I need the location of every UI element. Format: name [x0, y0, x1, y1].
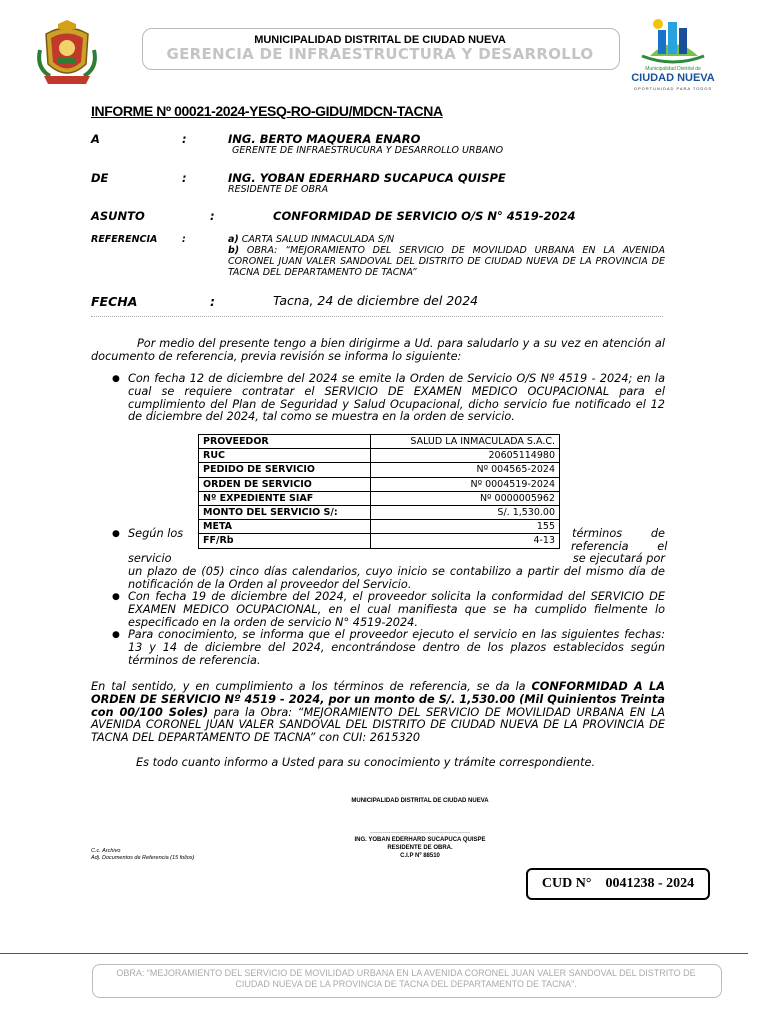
bullet-3: Con fecha 19 de diciembre del 2024, el proveedor solicita la conformidad del SERVICIO DE EXAMEN MEDICO OCUPACIONAL, en el cual manifiesta que se ha cumplido fielmente lo especificado en la orden de servicio N° 4519-2024. — [128, 590, 665, 629]
table-key: Nº EXPEDIENTE SIAF — [199, 491, 371, 505]
table-value: 155 — [371, 520, 560, 534]
signature-role: RESIDENTE DE OBRA. — [387, 845, 453, 851]
conclusion-text-2: para la Obra: “MEJORAMIENTO DEL SERVICIO DE MOVILIDAD URBANA EN LA AVENIDA CORONEL JUAN VALER SANDOVAL DEL DISTRITO DE CIUDAD NUEVA DE LA PROVINCIA DE TACNA DEL DEPARTAMENTO DE TACNA” con CUI: 2615320 — [91, 705, 665, 745]
table-value: 4-13 — [371, 534, 560, 548]
bullet-icon: ● — [112, 592, 120, 602]
cud-value: 0041238 - 2024 — [605, 876, 695, 891]
bullet-icon: ● — [112, 529, 120, 539]
conclusion-text-1: En tal sentido, y en cumplimiento a los términos de referencia, se da la — [91, 680, 532, 693]
from-label: DE — [91, 171, 109, 185]
to-role: GERENTE DE INFRAESTRUCURA Y DESARROLLO URBANO — [232, 145, 504, 156]
reference-b-marker: b) — [228, 245, 240, 256]
conclusion-paragraph — [91, 681, 665, 745]
department-title: GERENCIA DE INFRAESTRUCTURA Y DESARROLLO — [166, 45, 594, 63]
reference-a-text: CARTA SALUD INMACULADA S/N — [241, 234, 395, 245]
ciudad-nueva-logo — [628, 12, 718, 91]
conclusion-bold: CONFORMIDAD A LA ORDEN DE SERVICIO Nº 4519 - 2024, por un monto de S/. 1,530.00 (Mil Quinientos Treinta con 00/100 Soles) — [91, 680, 665, 719]
subject-colon: : — [210, 209, 215, 223]
table-value: SALUD LA INMACULADA S.A.C. — [371, 435, 560, 449]
subject-value: CONFORMIDAD DE SERVICIO O/S N° 4519-2024 — [273, 209, 576, 223]
logo-name: CIUDAD NUEVA — [631, 72, 715, 84]
table-row — [199, 534, 560, 548]
to-label: A — [91, 132, 100, 146]
table-row — [199, 520, 560, 534]
cud-label: CUD N° — [541, 876, 592, 891]
table-row — [199, 491, 560, 505]
bullet-1: Con fecha 12 de diciembre del 2024 se emite la Orden de Servicio O/S Nº 4519 - 2024; en la cual se requiere contratar el SERVICIO DE EXAMEN MEDICO OCUPACIONAL para el cumplimiento del Plan de Seguridad y Salud Ocupacional, dicho servicio fue notificado el 12 de diciembre del 2024, tal como se muestra en la orden de servicio. — [128, 372, 665, 424]
date-colon: : — [210, 294, 215, 309]
to-colon: : — [182, 132, 187, 146]
footer-divider — [0, 953, 748, 954]
separator-line — [91, 316, 663, 317]
to-name: ING. BERTO MAQUERA ENARO — [228, 132, 421, 146]
bullet-2-rest: un plazo de (05) cinco días calendarios, cuyo inicio se contabilizo a partir del mismo día de notificación de la Orden al proveedor del Servicio. — [128, 565, 665, 591]
bullet-2-right-1: términos de — [572, 527, 665, 540]
table-value: Nº 0004519-2024 — [371, 477, 560, 491]
bullet-icon: ● — [112, 630, 120, 640]
table-row — [199, 463, 560, 477]
date-label: FECHA — [91, 294, 138, 309]
bullet-2-right-3: se ejecutará por — [572, 552, 665, 565]
bullet-icon: ● — [112, 374, 120, 384]
municipality-title: MUNICIPALIDAD DISTRITAL DE CIUDAD NUEVA — [254, 34, 506, 46]
table-row — [199, 449, 560, 463]
table-key: ORDEN DE SERVICIO — [199, 477, 371, 491]
from-role: RESIDENTE DE OBRA — [228, 184, 329, 195]
service-order-table — [198, 434, 560, 549]
closing-paragraph: Es todo cuanto informo a Usted para su conocimiento y trámite correspondiente. — [136, 756, 596, 769]
reference-b — [228, 245, 665, 278]
bullet-4: Para conocimiento, se informa que el proveedor ejecuto el servicio en las siguientes fechas: 13 y 14 de diciembre del 2024, encontrándose dentro de los plazos establecidos según términos de referencia. — [128, 628, 665, 667]
table-row — [199, 505, 560, 519]
from-colon: : — [182, 171, 187, 185]
bullet-2-left-2: servicio — [128, 552, 172, 565]
table-key: RUC — [199, 449, 371, 463]
reference-label: REFERENCIA — [91, 234, 158, 245]
table-key: META — [199, 520, 371, 534]
bullet-2-left-1: Según los — [128, 527, 184, 540]
logo-tagline: OPORTUNIDAD PARA TODOS — [633, 86, 713, 91]
table-row — [199, 477, 560, 491]
municipality-crest-logo — [36, 20, 98, 86]
subject-label: ASUNTO — [91, 209, 145, 223]
table-key: MONTO DEL SERVICIO S/: — [199, 505, 371, 519]
signature-name: ING. YOBAN EDERHARD SUCAPUCA QUISPE — [354, 837, 486, 843]
report-number: INFORME Nº 00021-2024-YESQ-RO-GIDU/MDCN-TACNA — [91, 103, 443, 119]
bullet-2-right-2: referencia el — [571, 540, 668, 553]
reference-a-marker: a) — [228, 234, 239, 245]
cud-box — [526, 868, 710, 900]
signature-line: ______________________________ — [369, 828, 471, 834]
table-row — [199, 435, 560, 449]
table-value: Nº 004565-2024 — [371, 463, 560, 477]
table-value: S/. 1,530.00 — [371, 505, 560, 519]
signature-institution: MUNICIPALIDAD DISTRITAL DE CIUDAD NUEVA — [351, 798, 489, 804]
reference-a — [228, 234, 665, 245]
table-value: Nº 0000005962 — [371, 491, 560, 505]
reference-colon: : — [182, 234, 186, 245]
from-name: ING. YOBAN EDERHARD SUCAPUCA QUISPE — [228, 171, 506, 185]
logo-subtitle: Municipalidad Distrital de — [645, 66, 701, 72]
table-key: FF/Rb — [199, 534, 371, 548]
footer-text: OBRA: “MEJORAMIENTO DEL SERVICIO DE MOVILIDAD URBANA EN LA AVENIDA CORONEL JUAN VALER SANDOVAL DEL DISTRITO DE CIUDAD NUEVA DE LA PROVINCIA DE TACNA DEL DEPARTAMENTO DE TACNA”. — [116, 968, 696, 989]
cc-archive: C.c. Archivo — [91, 848, 121, 854]
reference-b-text: OBRA: “MEJORAMIENTO DEL SERVICIO DE MOVILIDAD URBANA EN LA AVENIDA CORONEL JUAN VALER SANDOVAL DEL DISTRITO DE CIUDAD NUEVA DE LA PROVINCIA DE TACNA DEL DEPARTAMENTO DE TACNA” — [228, 245, 665, 278]
table-key: PROVEEDOR — [199, 435, 371, 449]
signature-cip: C.I.P Nº 88510 — [400, 853, 440, 859]
table-key: PEDIDO DE SERVICIO — [199, 463, 371, 477]
date-value: Tacna, 24 de diciembre del 2024 — [273, 293, 479, 308]
cc-attachment: Adj. Documentos de Referencia (15 folios) — [91, 855, 195, 861]
table-value: 20605114980 — [371, 449, 560, 463]
intro-paragraph: Por medio del presente tengo a bien dirigirme a Ud. para saludarlo y a su vez en atención al documento de referencia, previa revisión se informa lo siguiente: — [91, 337, 665, 363]
